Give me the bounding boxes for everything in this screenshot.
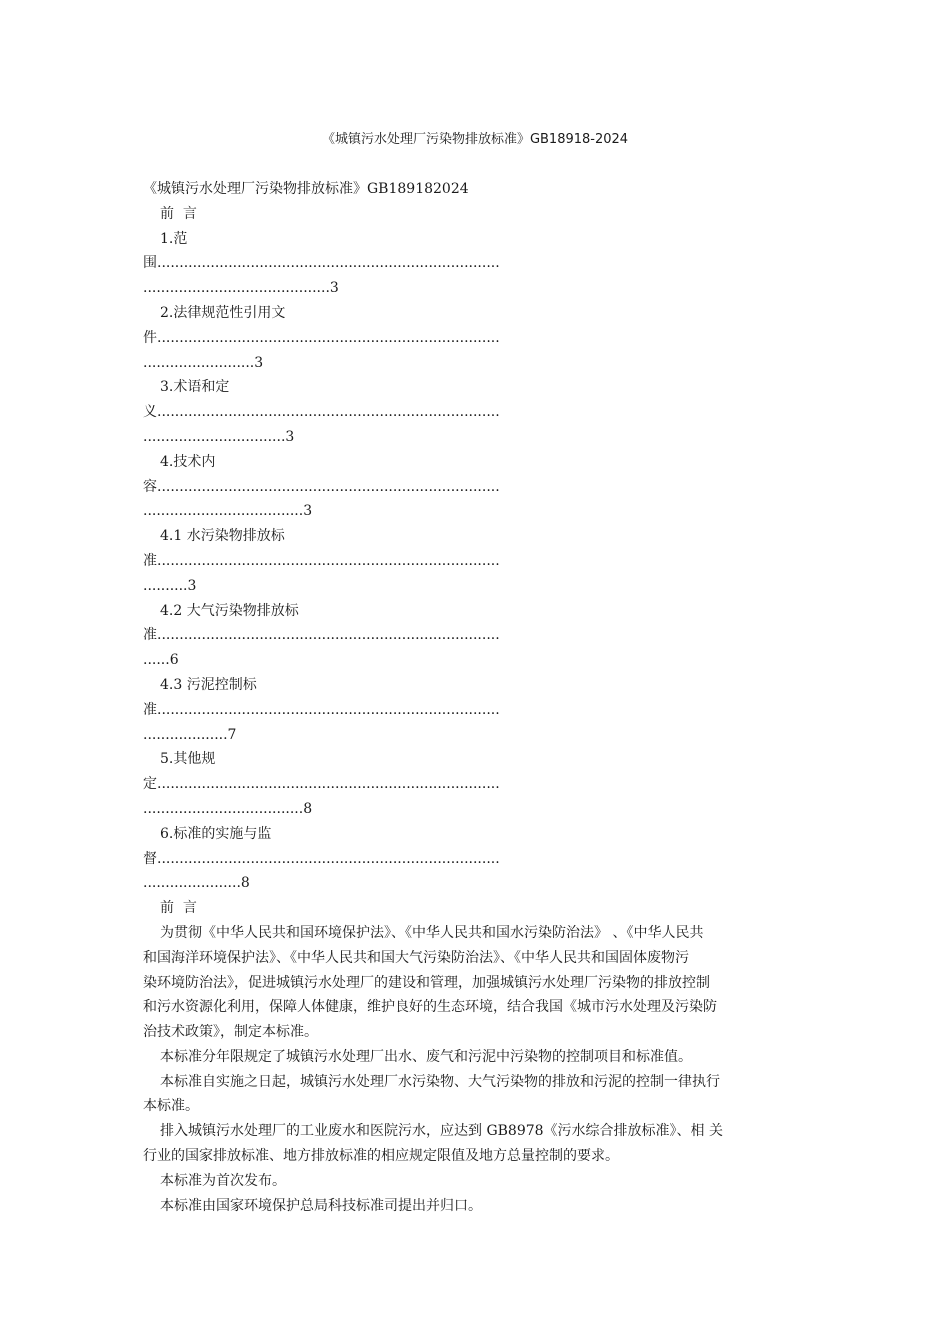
text-line: ......6 xyxy=(143,652,179,669)
text-line: 准............................................................................. xyxy=(143,552,500,569)
text-line: 义............................................................................. xyxy=(143,404,500,421)
text-line: 和国海洋环境保护法》、《中华人民共和国大气污染防治法》、《中华人民共和国固体废物污 xyxy=(143,949,689,966)
text-line: 2.法律规范性引用文 xyxy=(160,304,286,321)
text-line: ......................8 xyxy=(143,875,250,892)
text-line: 本标准分年限规定了城镇污水处理厂出水、废气和污泥中污染物的控制项目和标准值。 xyxy=(160,1048,692,1065)
text-line: ...................7 xyxy=(143,726,237,743)
text-line: 4.1 水污染物排放标 xyxy=(160,528,285,545)
text-line: 4.3 污泥控制标 xyxy=(160,676,257,693)
text-line: 行业的国家排放标准、地方排放标准的相应规定限值及地方总量控制的要求。 xyxy=(143,1148,619,1165)
text-line: 排入城镇污水处理厂的工业废水和医院污水，应达到 GB8978《污水综合排放标准》、相 关 xyxy=(160,1123,723,1140)
text-line: 《城镇污水处理厂污染物排放标准》GB189182024 xyxy=(143,181,469,197)
document-body xyxy=(143,177,809,1218)
text-line: 和污水资源化利用，保障人体健康，维护良好的生态环境，结合我国《城市污水处理及污染防 xyxy=(143,999,717,1016)
text-line: 准............................................................................. xyxy=(143,627,500,644)
text-line: 前 言 xyxy=(160,900,197,917)
document-title: 《城镇污水处理厂污染物排放标准》GB18918-2024 xyxy=(321,132,629,147)
text-line: 本标准自实施之日起，城镇污水处理厂水污染物、大气污染物的排放和污泥的控制一律执行 xyxy=(160,1073,720,1090)
text-line: 围............................................................................. xyxy=(143,255,500,272)
text-line: 3.术语和定 xyxy=(160,379,230,396)
text-line: 督............................................................................. xyxy=(143,850,500,867)
text-line: ....................................8 xyxy=(143,800,313,817)
text-line: 为贯彻《中华人民共和国环境保护法》、《中华人民共和国水污染防治法》 、《中华人民共 xyxy=(160,924,704,941)
text-line: 准............................................................................. xyxy=(143,701,500,718)
text-line: 件............................................................................. xyxy=(143,329,500,346)
text-line: 染环境防治法》，促进城镇污水处理厂的建设和管理，加强城镇污水处理厂污染物的排放控制 xyxy=(143,974,710,991)
text-line: 6.标准的实施与监 xyxy=(160,825,272,842)
text-line: 4.技术内 xyxy=(160,453,216,470)
text-line: ..........................................3 xyxy=(143,280,339,297)
text-line: 治技术政策》，制定本标准。 xyxy=(143,1024,318,1041)
text-line: 5.其他规 xyxy=(160,751,216,768)
text-line: ..........3 xyxy=(143,577,197,594)
text-line: 容............................................................................. xyxy=(143,478,500,495)
text-line: ................................3 xyxy=(143,428,295,445)
text-line: 4.2 大气污染物排放标 xyxy=(160,602,299,619)
text-line: 本标准为首次发布。 xyxy=(160,1172,286,1189)
text-line: 前 言 xyxy=(160,205,197,222)
text-line: 本标准。 xyxy=(143,1098,199,1115)
text-line: ....................................3 xyxy=(143,503,313,520)
text-line: 定............................................................................. xyxy=(143,776,500,793)
text-line: 1.范 xyxy=(160,230,188,247)
text-line: .........................3 xyxy=(143,354,264,371)
text-line: 本标准由国家环境保护总局科技标准司提出并归口。 xyxy=(160,1197,482,1214)
